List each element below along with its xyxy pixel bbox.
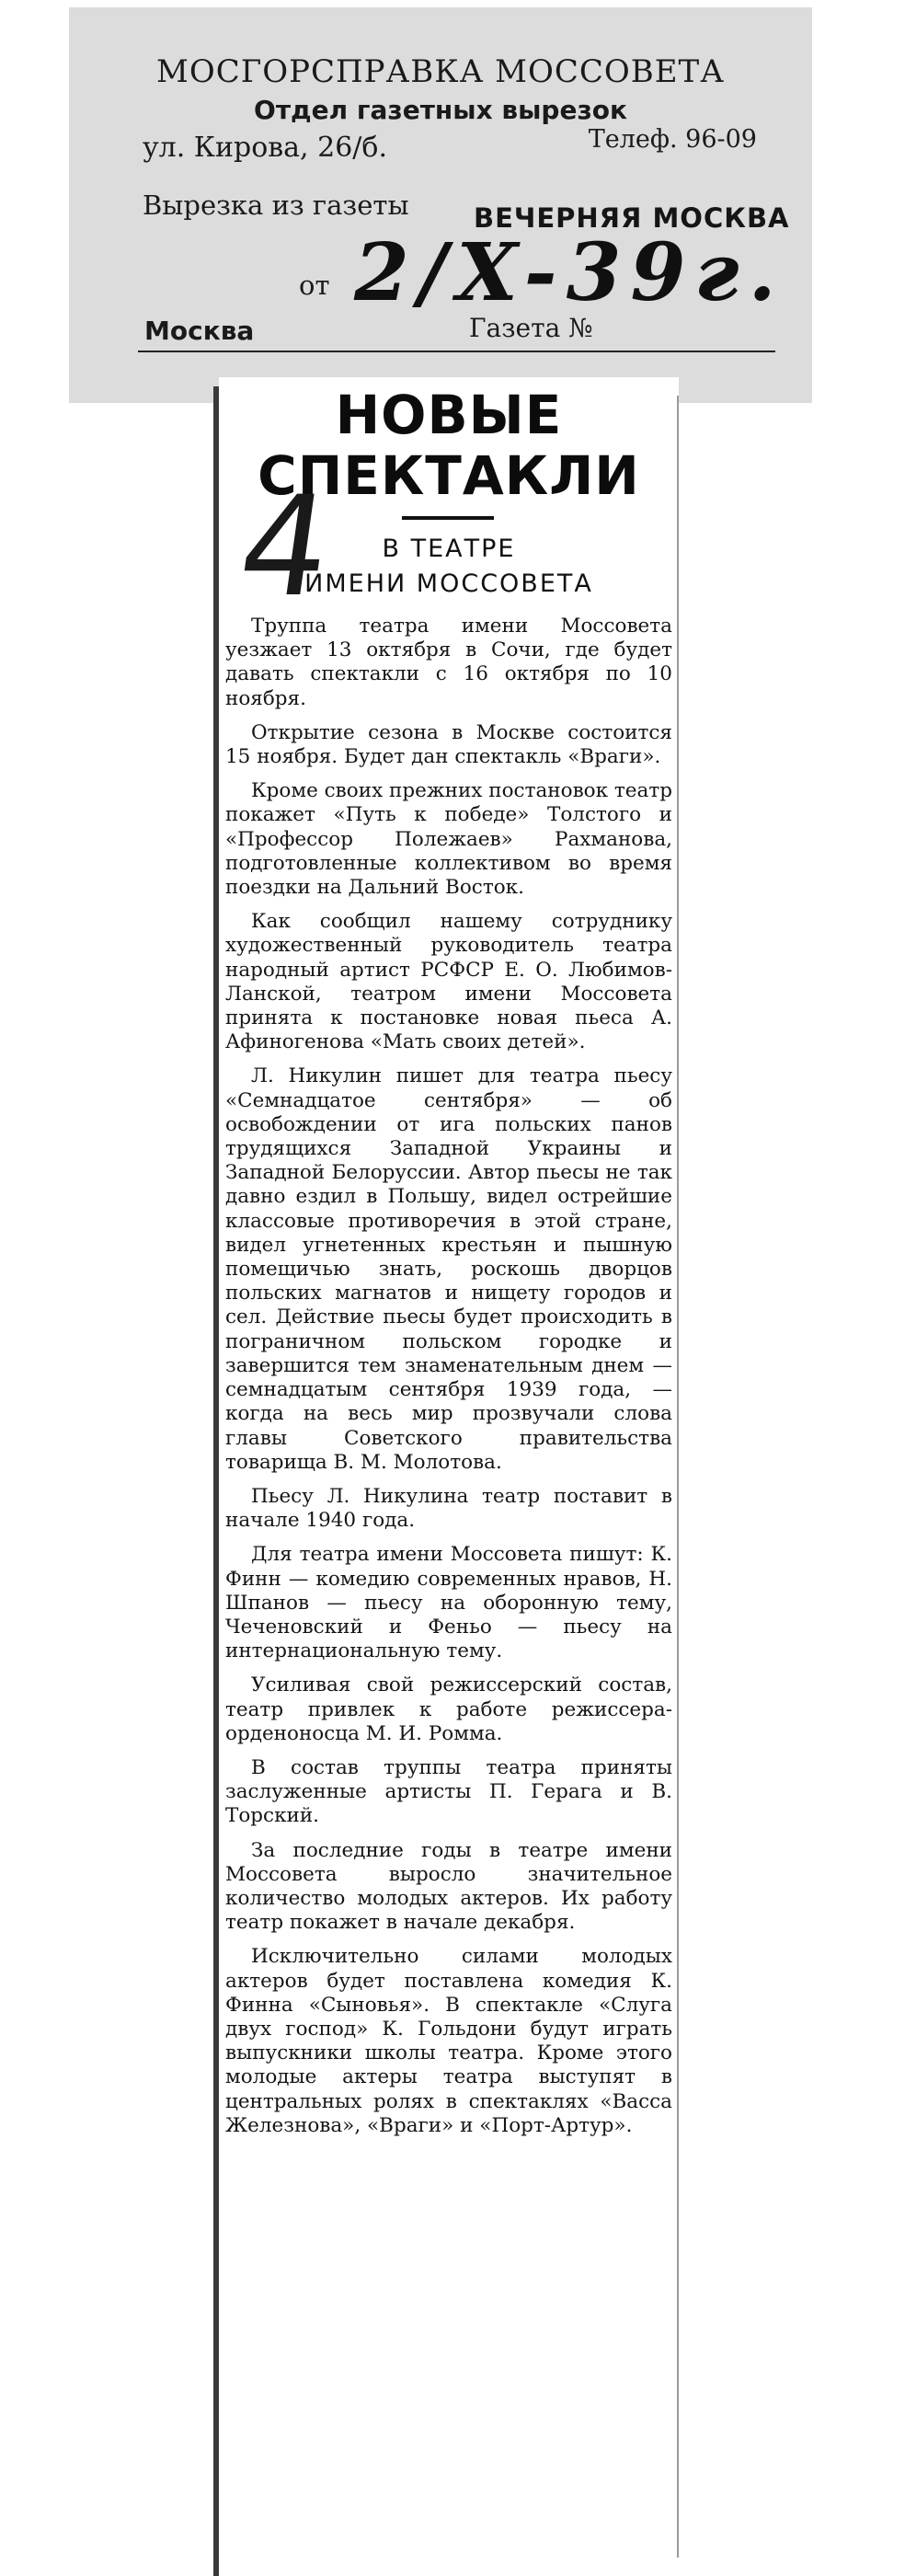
article-paragraph: Л. Никулин пишет для театра пьесу «Семнадцатое сентября» — об освобождении от ига польских панов трудящихся Западной Украины и Западной Белоруссии. Автор пьесы не так давно ездил в Польшу, видел острейшие классовые противоречия в этой стране, видел угнетенных крестьян и пышную помещичью знать, роскошь дворцов польских магнатов и нищету городов и сел. Действие пьесы будет происходить в пограничном польском городке и завершится тем знаменательным днем — семнадцатым сентября 1939 года, — когда на весь мир прозвучали слова главы Советского правительства товарища В. М. Молотова. — [225, 1064, 672, 1474]
article-paragraph: В состав труппы театра приняты заслуженные артисты П. Герага и В. Торский. — [225, 1755, 672, 1828]
article-paragraph: Пьесу Л. Никулина театр поставит в начале 1940 года. — [225, 1484, 672, 1533]
article-paragraph: Открытие сезона в Москве состоится 15 ноября. Будет дан спектакль «Враги». — [225, 720, 672, 769]
slip-gazeta-label: Газета № — [469, 313, 593, 343]
headline-rule — [402, 516, 494, 520]
article-paragraph: Усиливая свой режиссерский состав, театр привлек к работе режиссера-орденоносца М. И. Ромма. — [225, 1673, 672, 1745]
subheading-line-2: ИМЕНИ МОССОВЕТА — [304, 569, 593, 598]
slip-address: ул. Кирова, 26/б. — [143, 132, 387, 164]
slip-phone: Телеф. 96-09 — [588, 125, 757, 154]
pencil-mark: 4 — [229, 467, 340, 627]
article-paragraph: За последние годы в театре имени Моссовета выросло значительное количество молодых актеров. Их работу театр покажет в начале декабря. — [225, 1838, 672, 1935]
article-paragraph: Для театра имени Моссовета пишут: К. Финн — комедию современных нравов, Н. Шпанов — пьесу на оборонную тему, Чеченовский и Феньо — пьесу на интернациональную тему. — [225, 1543, 672, 1663]
slip-organization: МОСГОРСПРАВКА МОССОВЕТА — [156, 53, 725, 90]
slip-city: Москва — [144, 316, 255, 346]
headline-line-2: СПЕКТАКЛИ — [258, 444, 640, 507]
article-paragraph: Исключительно силами молодых актеров будет поставлена комедия К. Финна «Сыновья». В спектакле «Слуга двух господ» К. Гольдони будут играть выпускники школы театра. Кроме этого молодые актеры театра выступят в центральных ролях в спектаклях «Васса Железнова», «Враги» и «Порт-Артур». — [225, 1945, 672, 2137]
column-edge — [677, 396, 679, 2558]
slip-handwritten-date: 2/X-39г. — [354, 226, 785, 319]
article-paragraph: Кроме своих прежних постановок театр покажет «Путь к победе» Толстого и «Профессор Полежаев» Рахманова, подготовленные коллективом во время поездки на Дальний Восток. — [225, 779, 672, 900]
slip-from-label: от — [299, 270, 330, 301]
slip-department: Отдел газетных вырезок — [254, 95, 627, 125]
slip-divider — [138, 351, 775, 352]
clipping-slip — [69, 7, 812, 403]
article-paragraph: Как сообщил нашему сотруднику художественный руководитель театра народный артист РСФСР Е. О. Любимов-Ланской, театром имени Моссовета принята к постановке новая пьеса А. Афиногенова «Мать своих детей». — [225, 910, 672, 1054]
article-paragraph: Труппа театра имени Моссовета уезжает 13 октября в Сочи, где будет давать спектакли с 16 октября по 10 ноября. — [225, 615, 672, 710]
subheading-line-1: В ТЕАТРЕ — [382, 535, 516, 563]
slip-newspaper-name: ВЕЧЕРНЯЯ МОСКВА — [474, 202, 790, 234]
slip-clip-label: Вырезка из газеты — [143, 190, 409, 221]
headline-line-1: НОВЫЕ — [335, 384, 563, 446]
article-body — [225, 615, 672, 2148]
